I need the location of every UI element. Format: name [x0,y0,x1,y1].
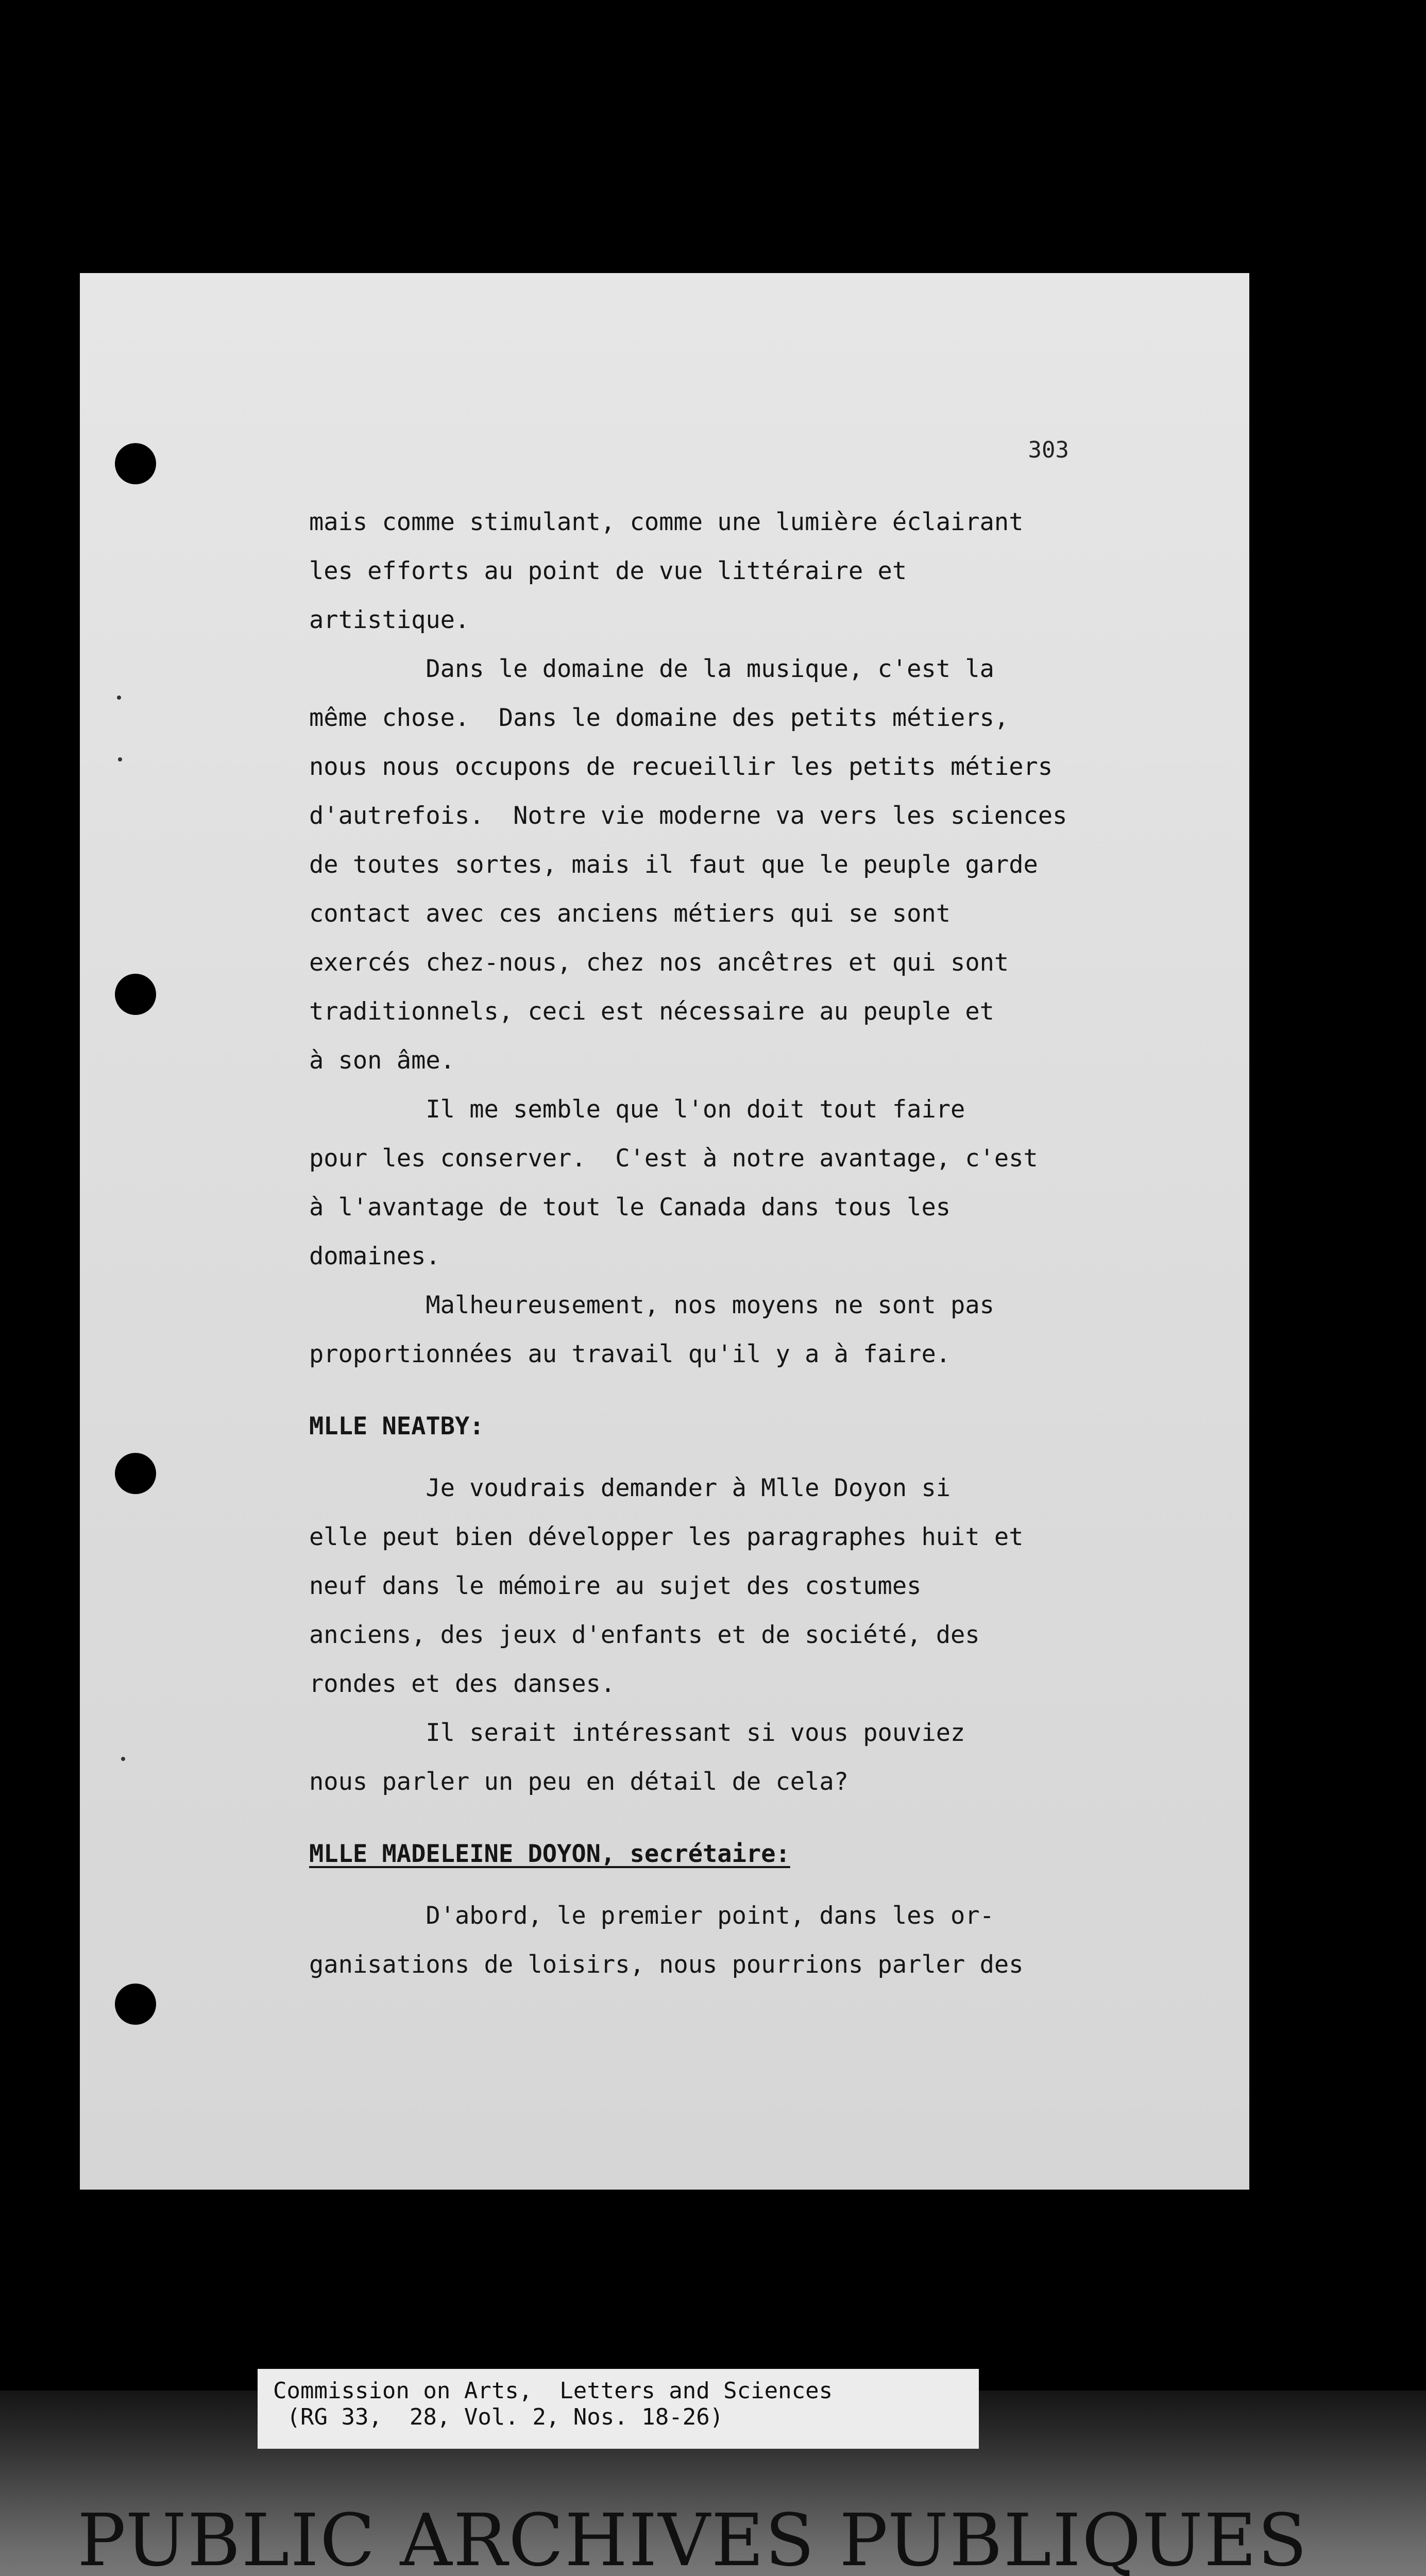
text-line: mais comme stimulant, comme une lumière éclairant [309,508,1024,536]
text-line: artistique. [309,606,470,634]
document-page [80,273,1249,2190]
text-line: même chose. Dans le domaine des petits métiers, [309,704,1009,732]
text-line: exercés chez-nous, chez nos ancêtres et qui sont [309,948,1009,977]
text-line: D'abord, le premier point, dans les or- [309,1902,994,1930]
text-line: Il serait intéressant si vous pouviez [309,1719,965,1747]
text-line: traditionnels, ceci est nécessaire au peuple et [309,997,994,1026]
text-line: domaines. [309,1242,440,1270]
text-line: d'autrefois. Notre vie moderne va vers les sciences [309,802,1067,830]
punch-hole [115,1453,156,1494]
page-number: 303 [1028,437,1069,463]
text-line: elle peut bien développer les paragraphes huit et [309,1523,1024,1551]
text-line: Je voudrais demander à Mlle Doyon si [309,1474,951,1502]
punch-hole [115,974,156,1015]
speaker-heading: MLLE NEATBY: [309,1412,484,1440]
text-line: pour les conserver. C'est à notre avantage, c'est [309,1144,1038,1173]
speck [118,757,122,761]
text-line: Malheureusement, nos moyens ne sont pas [309,1291,994,1319]
text-line: à son âme. [309,1046,455,1075]
text-line: nous nous occupons de recueillir les petits métiers [309,753,1053,781]
text-line: contact avec ces anciens métiers qui se sont [309,900,951,928]
text-line: Il me semble que l'on doit tout faire [309,1095,965,1124]
text-line: Dans le domaine de la musique, c'est la [309,655,994,683]
speck [121,1757,125,1761]
text-line: proportionnées au travail qu'il y a à faire. [309,1340,951,1368]
text-line: anciens, des jeux d'enfants et de société, des [309,1621,980,1649]
text-line: nous parler un peu en détail de cela? [309,1768,848,1796]
text-line: les efforts au point de vue littéraire et [309,557,907,585]
text-line: neuf dans le mémoire au sujet des costumes [309,1572,922,1600]
archive-label-line: Commission on Arts, Letters and Sciences [273,2378,833,2404]
text-line: rondes et des danses. [309,1670,616,1698]
text-line: à l'avantage de tout le Canada dans tous les [309,1193,951,1222]
punch-hole [115,443,156,484]
archive-label-line: (RG 33, 28, Vol. 2, Nos. 18-26) [273,2403,724,2430]
speaker-heading: MLLE MADELEINE DOYON, secrétaire: [309,1840,790,1868]
speck [117,696,121,700]
punch-hole [115,1984,156,2025]
archive-label [258,2369,979,2449]
text-line: de toutes sortes, mais il faut que le peuple garde [309,851,1038,879]
archive-stamp-title: PUBLIC ARCHIVES PUBLIQUES [77,2499,1308,2576]
text-line: ganisations de loisirs, nous pourrions parler des [309,1951,1024,1979]
